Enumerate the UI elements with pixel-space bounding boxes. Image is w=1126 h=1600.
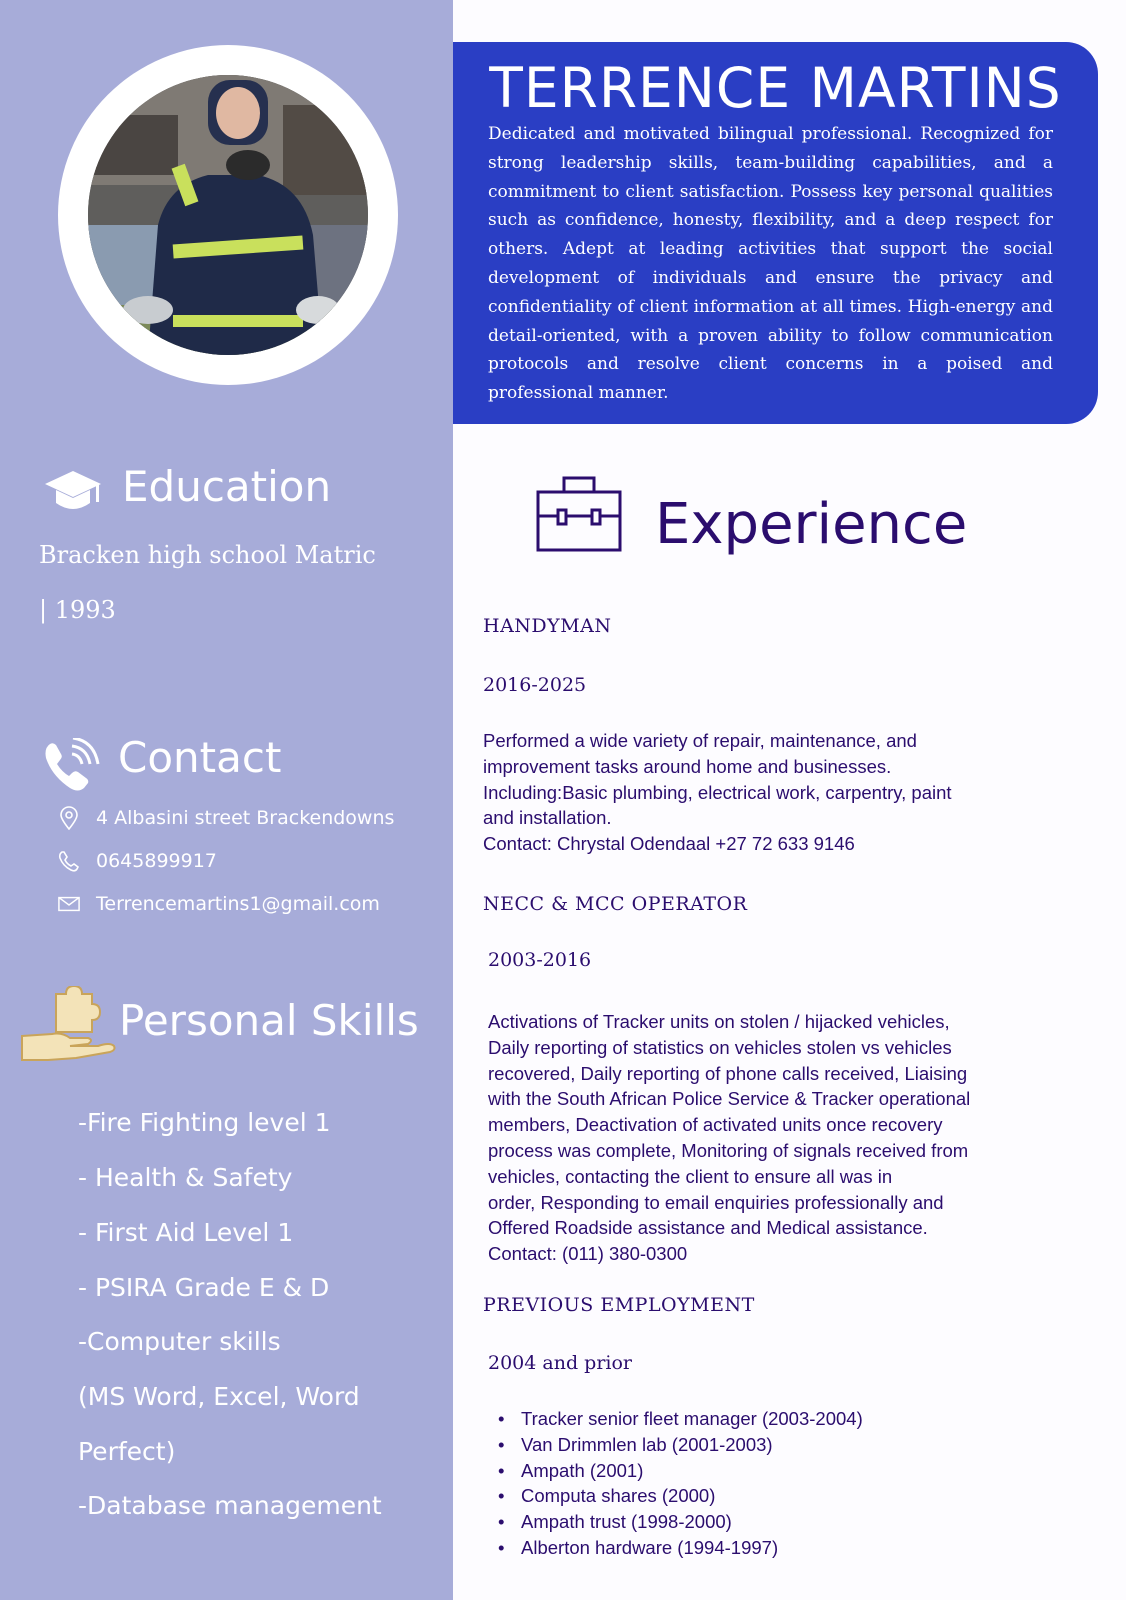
contact-phone-row	[58, 849, 217, 873]
description-line: members, Deactivation of activated units once recovery	[488, 1114, 943, 1136]
skill-item: -Computer skills	[78, 1327, 281, 1356]
job-title: NECC & MCC OPERATOR	[483, 893, 748, 915]
phone-small-icon	[58, 849, 80, 873]
education-title: Education	[122, 462, 332, 511]
header-banner	[453, 42, 1098, 424]
location-pin-icon	[58, 806, 80, 830]
graduation-cap-icon	[44, 469, 102, 519]
skill-item: (MS Word, Excel, Word	[78, 1382, 360, 1411]
skill-item: Perfect)	[78, 1437, 176, 1466]
description-line: vehicles, contacting the client to ensure all was in	[488, 1165, 893, 1187]
briefcase-icon	[536, 476, 624, 558]
description-line: Contact: (011) 380-0300	[488, 1243, 688, 1265]
contact-address-row	[58, 806, 394, 830]
description-line: Including:Basic plumbing, electrical work, carpentry, paint	[483, 781, 952, 803]
list-item: • Tracker senior fleet manager (2003-2004)	[483, 1406, 863, 1432]
job-title: PREVIOUS EMPLOYMENT	[483, 1294, 755, 1316]
envelope-icon	[58, 892, 80, 916]
skills-title: Personal Skills	[119, 996, 419, 1045]
description-line: Offered Roadside assistance and Medical assistance.	[488, 1217, 928, 1239]
skill-item: - PSIRA Grade E & D	[78, 1273, 330, 1302]
experience-title: Experience	[655, 492, 968, 557]
job-dates: 2016-2025	[483, 674, 587, 696]
job-description	[483, 728, 952, 857]
previous-employment-list	[483, 1406, 863, 1561]
description-line: process was complete, Monitoring of signals received from	[488, 1139, 969, 1161]
contact-email-row	[58, 892, 380, 916]
education-school: Bracken high school Matric	[39, 541, 376, 569]
skill-item: -Fire Fighting level 1	[78, 1108, 331, 1137]
contact-email[interactable]: Terrencemartins1@gmail.com	[96, 893, 380, 915]
description-line: improvement tasks around home and businesses.	[483, 755, 892, 777]
sidebar	[0, 0, 453, 1600]
skill-item: -Database management	[78, 1491, 382, 1520]
education-year: | 1993	[39, 596, 116, 624]
job-title: HANDYMAN	[483, 615, 612, 637]
profile-summary: Dedicated and motivated bilingual professional. Recognized for strong leadership skills, team-building capabilities, and a commitment to client satisfaction. Possess key personal qualities such as confidence, honesty, flexibility, and a deep respect for others. Adept at leading activities that support the social development of individuals and ensure the privacy and confidentiality of client information at all times. High-energy and detail-oriented, with a proven ability to follow communication protocols and resolve client concerns in a poised and professional manner.	[488, 124, 1053, 404]
skill-item: - First Aid Level 1	[78, 1218, 294, 1247]
list-item: • Computa shares (2000)	[483, 1483, 863, 1509]
description-line: Daily reporting of statistics on vehicles stolen vs vehicles	[488, 1036, 952, 1058]
description-line: Performed a wide variety of repair, maintenance, and	[483, 730, 917, 751]
description-line: recovered, Daily reporting of phone calls received, Liaising	[488, 1062, 968, 1084]
contact-address: 4 Albasini street Brackendowns	[96, 807, 395, 829]
list-item: • Alberton hardware (1994-1997)	[483, 1535, 863, 1561]
skill-item: - Health & Safety	[78, 1163, 293, 1192]
job-dates: 2004 and prior	[488, 1352, 633, 1374]
job-description	[488, 1009, 970, 1267]
job-dates: 2003-2016	[488, 949, 592, 971]
person-name: TERRENCE MARTINS	[489, 56, 1062, 120]
list-item: • Ampath trust (1998-2000)	[483, 1509, 863, 1535]
list-item: • Van Drimmlen lab (2001-2003)	[483, 1432, 863, 1458]
description-line: with the South African Police Service & Tracker operational	[488, 1088, 971, 1110]
contact-title: Contact	[118, 733, 282, 782]
profile-photo	[88, 75, 368, 355]
contact-phone[interactable]: 0645899917	[96, 850, 217, 872]
list-item: • Ampath (2001)	[483, 1458, 863, 1484]
phone-icon	[40, 738, 100, 798]
description-line: Activations of Tracker units on stolen / hijacked vehicles,	[488, 1011, 950, 1032]
description-line: Contact: Chrystal Odendaal +27 72 633 9146	[483, 833, 855, 855]
description-line: order, Responding to email enquiries professionally and	[488, 1191, 944, 1213]
puzzle-hand-icon	[18, 986, 118, 1070]
description-line: and installation.	[483, 807, 612, 829]
